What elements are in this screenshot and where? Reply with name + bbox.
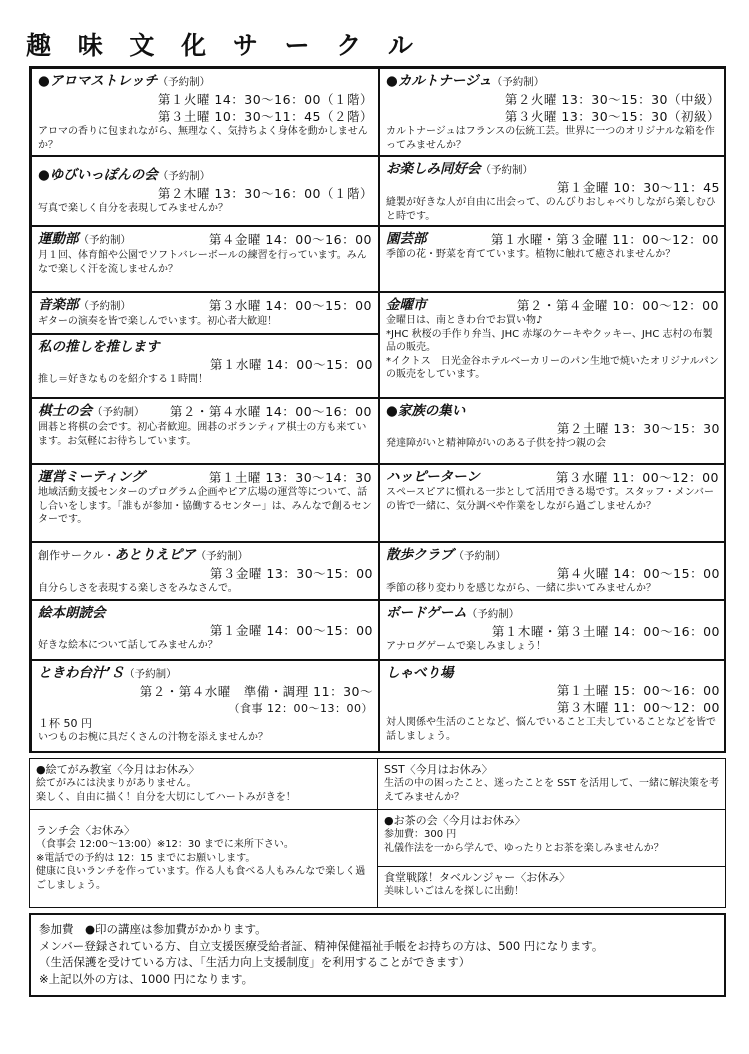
circle-oshi (31, 334, 379, 398)
schedule-time: 第１水曜・第３金曜 11：00〜12：00 (490, 232, 719, 247)
reservation-note: （予約制） (157, 76, 211, 88)
fee-line: （生活保護を受けている方は、「生活力向上支援制度」を利用することができます） (39, 955, 471, 969)
circle-name: 私の推しを推します (38, 339, 160, 355)
circle-engei (379, 226, 726, 292)
program-line: 健康に良いランチを作っています。作る人も食べる人もみんなで楽しく過ごしましょう。 (36, 866, 366, 891)
schedule-time: 第２土曜 13：30〜15：30 (556, 421, 720, 436)
circle-name: ボードゲーム (386, 605, 467, 621)
reservation-note: （予約制） (466, 608, 520, 620)
circle-name: 運営ミーティング (38, 469, 145, 485)
circle-tokiwa (31, 660, 379, 753)
schedule-time: 第３土曜 10：30〜11：45（２階） (157, 109, 373, 124)
schedule-time: 第２木曜 13：30〜16：00（１階） (157, 186, 373, 201)
circle-name: 棋士の会 (38, 403, 92, 419)
circle-name: ●家族の集い (386, 403, 466, 419)
circle-description: アナログゲームで楽しみましょう！ (386, 641, 546, 652)
circle-name: あとりえピア (114, 547, 196, 563)
circle-prefix: 創作サークル・ (38, 549, 115, 562)
schedule-time: 第１火曜 14：30〜16：00（１階） (157, 92, 373, 107)
schedule-time: 第４金曜 14：00〜16：00 (208, 232, 372, 247)
circle-description: 自分らしさを表現する楽しさをみなさんで。 (38, 583, 238, 594)
reservation-note: （予約制） (92, 406, 145, 418)
program-line: 礼儀作法を一から学んで、ゆったりとお茶を楽しみませんか？ (384, 842, 664, 854)
reservation-note: （予約制） (157, 170, 211, 182)
circle-ongaku (31, 292, 379, 334)
schedule-time: （食事 12：00〜13：00） (228, 702, 373, 715)
circle-name: お楽しみ同好会 (386, 161, 481, 177)
schedule-time: 第１水曜 14：00〜15：00 (209, 357, 373, 372)
circle-board (379, 600, 726, 660)
program-sst (377, 758, 726, 810)
program-etegami (29, 758, 378, 810)
circle-name: ハッピーターン (386, 469, 480, 485)
paused-programs (29, 758, 726, 908)
program-shokudo (377, 866, 726, 908)
program-line: 絵てがみには決まりがありません。 (36, 778, 197, 789)
fee-line: メンバー登録されている方、自立支援医療受給者証、精神保健福祉手帳をお持ちの方は、500 円になります。 (39, 938, 604, 953)
circle-yubi (31, 156, 379, 226)
circle-description: アロマの香りに包まれながら、無理なく、気持ちよく身体を動かしませんか？ (38, 126, 368, 151)
schedule-time: 第３火曜 13：30〜15：30（初級） (504, 109, 720, 124)
program-line: 生活の中の困ったこと、迷ったことを SST を活用して、一緒に解決策を考えてみませんか？ (384, 778, 719, 803)
schedule-time: 第２・第４水曜 準備・調理 11：30〜 (139, 684, 373, 699)
schedule-time: 第２・第４水曜 14：00〜16：00 (169, 404, 372, 419)
schedule-time: 第１金曜 10：30〜11：45 (556, 180, 720, 195)
circle-description: 囲碁と将棋の会です。初心者歓迎。囲碁のボランティア棋士の方も来ています。お気軽にお待ちしています。 (38, 422, 367, 447)
circle-aroma (31, 68, 379, 156)
reservation-note: （予約制） (480, 164, 533, 176)
schedule-time: 第２・第４金曜 10：00〜12：00 (516, 298, 719, 313)
schedule-time: 第１土曜 15：00〜16：00 (556, 683, 720, 698)
fee-notice (29, 913, 726, 997)
circle-name: ●アロマストレッチ (38, 73, 158, 89)
reservation-note: （予約制） (491, 76, 545, 88)
circle-name: 音楽部 (38, 297, 79, 313)
reservation-note: （予約制） (78, 234, 131, 246)
schedule-time: 第３水曜 11：00〜12：00 (555, 470, 719, 485)
circle-kinyoichi (379, 292, 726, 398)
schedule-time: 第２火曜 13：30〜15：30（中級） (504, 92, 720, 107)
fee-heading: 参加費 ●印の講座は参加費がかかります。 (39, 922, 267, 936)
circle-description: 発達障がいと精神障がいのある子供を持つ親の会 (386, 438, 606, 449)
program-line: 楽しく、自由に描く！自分を大切にしてハートみがきを！ (36, 791, 296, 803)
circle-name: しゃべり場 (386, 665, 454, 681)
program-line: 美味しいごはんを探しに出動！ (384, 886, 524, 897)
program-heading: 食堂戦隊！タベルンジャー〈お休み〉 (384, 871, 571, 884)
circle-description: 対人関係や生活のことなど、悩んでいること工夫していることなどを皆で話しましょう。 (386, 717, 716, 742)
reservation-note: （予約制） (78, 300, 131, 312)
circle-unei (31, 464, 379, 542)
circle-description: 写真で楽しく自分を表現してみませんか？ (38, 203, 228, 214)
program-heading: ●絵てがみ教室〈今月はお休み〉 (36, 763, 200, 776)
circle-cartonnage (379, 68, 726, 156)
page-title: 趣 味 文 化 サ ー ク ル (26, 31, 422, 60)
circle-description: 推し＝好きなものを紹介する１時間！ (38, 374, 208, 385)
schedule-time: 第１土曜 13：30〜14：30 (208, 470, 372, 485)
program-heading: ●お茶の会〈今月はお休み〉 (384, 814, 526, 827)
circle-name: 散歩クラブ (386, 547, 454, 563)
reservation-note: （予約制） (124, 668, 177, 680)
circle-name: 運動部 (38, 231, 79, 247)
circle-name: ときわ台汁’Ｓ (38, 665, 125, 681)
schedule-time: 第３金曜 13：30〜15：00 (209, 566, 373, 581)
circle-otanoshimi (379, 156, 726, 226)
circle-description: ギターの演奏を皆で楽しんでいます。初心者大歓迎！ (38, 316, 278, 327)
circle-name: ●ゆびいっぽんの会 (38, 167, 158, 183)
circle-description: 縫製が好きな人が自由に出会って、のんびりおしゃべりしながら楽しむひと時です。 (386, 197, 716, 222)
circle-name: 絵本朗読会 (38, 605, 106, 621)
circle-kishi (31, 398, 379, 464)
price: １杯 50 円 (38, 717, 92, 730)
circle-description: 季節の花・野菜を育てています。植物に触れて癒されませんか？ (386, 249, 676, 260)
circle-name: 金曜市 (386, 297, 427, 313)
program-line: （食事会 12:00〜13:00）※12：30 までに来所下さい。 (36, 839, 294, 850)
program-lunch (29, 809, 378, 908)
circle-shaberi (379, 660, 726, 753)
circle-grid (29, 66, 726, 753)
circle-description: 金曜日は、南ときわ台でお買い物♪ *JHC 秋桜の手作り弁当、JHC 赤塚のケーキやクッキー、JHC 志村の布製品の販売。 *イクトス 日光金谷ホテルベーカリーのパン生地で焼いたオリジナルパンの販売をしています。 (386, 315, 719, 380)
circle-name: ●カルトナージュ (386, 73, 492, 89)
fee-line: ※上記以外の方は、1000 円になります。 (39, 971, 254, 986)
circle-description: カルトナージュはフランスの伝統工芸。世界に一つのオリジナルな箱を作ってみませんか？ (386, 126, 715, 151)
circle-description: 地域活動支援センターのプログラム企画やピア広場の運営等について、話し合いをします。「誰もが参加・協働するセンター」は、みんなで創るセンターです。 (38, 487, 372, 525)
circle-description: スペースピアに慣れる一歩として活用できる場です。スタッフ・メンバーの皆で一緒に、気分調べや作業をしながら過ごしませんか？ (386, 487, 714, 512)
circle-kazoku (379, 398, 726, 464)
reservation-note: （予約制） (453, 550, 506, 562)
program-line: 参加費：300 円 (384, 829, 457, 840)
circle-description: いつものお椀に具だくさんの汁物を添えませんか？ (38, 731, 268, 743)
program-heading: SST〈今月はお休み〉 (384, 763, 493, 776)
circle-name: 園芸部 (386, 231, 427, 247)
schedule-time: 第４火曜 14：00〜15：00 (556, 566, 720, 581)
circle-description: 好きな絵本について話してみませんか？ (38, 640, 218, 651)
reservation-note: （予約制） (195, 550, 249, 562)
schedule-time: 第１木曜・第３土曜 14：00〜16：00 (491, 624, 720, 639)
circle-ehon (31, 600, 379, 660)
circle-undo (31, 226, 379, 292)
circle-atorie (31, 542, 379, 600)
schedule-time: 第３水曜 14：00〜15：00 (208, 298, 372, 313)
program-line: ※電話での予約は 12：15 までにお願いします。 (36, 852, 256, 864)
circle-description: 季節の移り変わりを感じながら、一緒に歩いてみませんか？ (386, 583, 656, 594)
program-ocha (377, 809, 726, 867)
program-heading: ランチ会〈お休み〉 (36, 824, 135, 837)
schedule-time: 第１金曜 14：00〜15：00 (209, 623, 373, 638)
circle-sanpo (379, 542, 726, 600)
circle-description: 月１回、体育館や公園でソフトバレーボールの練習を行っています。みんなで楽しく汗を流しませんか？ (38, 250, 367, 275)
schedule-time: 第３木曜 11：00〜12：00 (556, 700, 720, 715)
circle-happy (379, 464, 726, 542)
